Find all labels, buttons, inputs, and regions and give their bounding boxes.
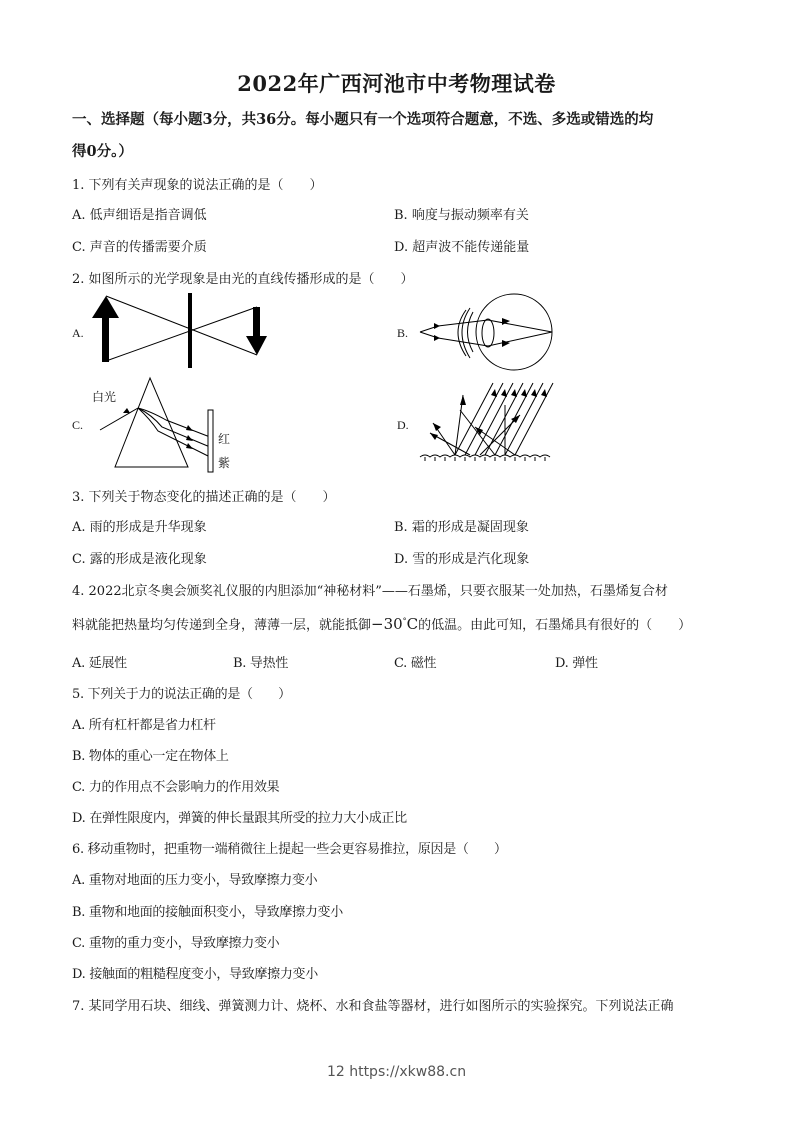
question-1-option-d[interactable]: D. 超声波不能传递能量 [394,240,530,255]
question-5-option-b[interactable]: B. 物体的重心一定在物体上 [72,749,229,764]
question-3-option-a[interactable]: A. 雨的形成是升华现象 [72,520,207,535]
question-5-stem: 5. 下列关于力的说法正确的是（ ） [72,687,291,702]
question-3-option-c[interactable]: C. 露的形成是液化现象 [72,552,207,567]
question-4-stem-line1: 4. 2022北京冬奥会颁奖礼仪服的内胆添加“神秘材料”——石墨烯，只要衣服某一处加热，石墨烯复合材 [72,584,668,599]
page-title: 2022年广西河池市中考物理试卷 [237,71,556,96]
question-4-stem-post: 的低温。由此可知，石墨烯具有很好的（ ） [418,618,692,633]
figure-d-label[interactable]: D. [397,418,409,432]
question-1-option-c[interactable]: C. 声音的传播需要介质 [72,240,207,255]
question-4-option-c[interactable]: C. 磁性 [394,656,437,671]
violet-label: 紫 [218,456,231,470]
temperature-value: −30 [371,615,403,633]
question-3-stem: 3. 下列关于物态变化的描述正确的是（ ） [72,490,336,505]
question-1-stem: 1. 下列有关声现象的说法正确的是（ ） [72,178,323,193]
question-6-stem: 6. 移动重物时，把重物一端稍微往上提起一些会更容易推拉，原因是（ ） [72,842,507,857]
question-6-option-d[interactable]: D. 接触面的粗糙程度变小，导致摩擦力变小 [72,967,318,982]
question-3-option-b[interactable]: B. 霜的形成是凝固现象 [394,520,529,535]
eye-lens-diagram-icon [410,290,560,375]
question-6-option-c[interactable]: C. 重物的重力变小，导致摩擦力变小 [72,936,280,951]
section-heading-line2: 得0分。） [72,143,133,160]
section-heading-line1: 一、选择题（每小题3分，共36分。每小题只有一个选项符合题意，不选、多选或错选的均 [72,111,654,128]
question-1-option-b[interactable]: B. 响度与振动频率有关 [394,208,529,223]
question-3-option-d[interactable]: D. 雪的形成是汽化现象 [394,552,530,567]
question-7-stem: 7. 某同学用石块、细线、弹簧测力计、烧杯、水和食盐等器材，进行如图所示的实验探究。下列说法正确 [72,999,674,1014]
question-6-option-b[interactable]: B. 重物和地面的接触面积变小，导致摩擦力变小 [72,905,343,920]
degree-symbol: ° [402,616,407,626]
diffuse-reflection-diagram-icon [415,375,565,465]
figure-c-label[interactable]: C. [72,418,84,432]
figure-a-label[interactable]: A. [72,326,84,340]
question-2-stem: 2. 如图所示的光学现象是由光的直线传播形成的是（ ） [72,272,414,287]
question-5-option-c[interactable]: C. 力的作用点不会影响力的作用效果 [72,780,280,795]
question-5-option-d[interactable]: D. 在弹性限度内，弹簧的伸长量跟其所受的拉力大小成正比 [72,811,407,826]
question-4-option-a[interactable]: A. 延展性 [72,656,127,671]
pinhole-image-diagram-icon [90,290,280,370]
figure-b-label[interactable]: B. [397,326,409,340]
question-4-stem-line2 [72,614,691,633]
question-4-stem-pre: 料就能把热量均匀传递到全身，薄薄一层，就能抵御 [72,618,372,633]
red-label: 红 [218,432,231,446]
page-footer: 12 https://xkw88.cn [326,1064,467,1080]
question-6-option-a[interactable]: A. 重物对地面的压力变小，导致摩擦力变小 [72,873,318,888]
temperature-unit: C [406,615,419,633]
question-1-option-a[interactable]: A. 低声细语是指音调低 [72,208,207,223]
question-4-option-b[interactable]: B. 导热性 [233,656,289,671]
question-5-option-a[interactable]: A. 所有杠杆都是省力杠杆 [72,718,216,733]
question-4-option-d[interactable]: D. 弹性 [555,656,598,671]
white-light-label: 白光 [92,390,117,404]
